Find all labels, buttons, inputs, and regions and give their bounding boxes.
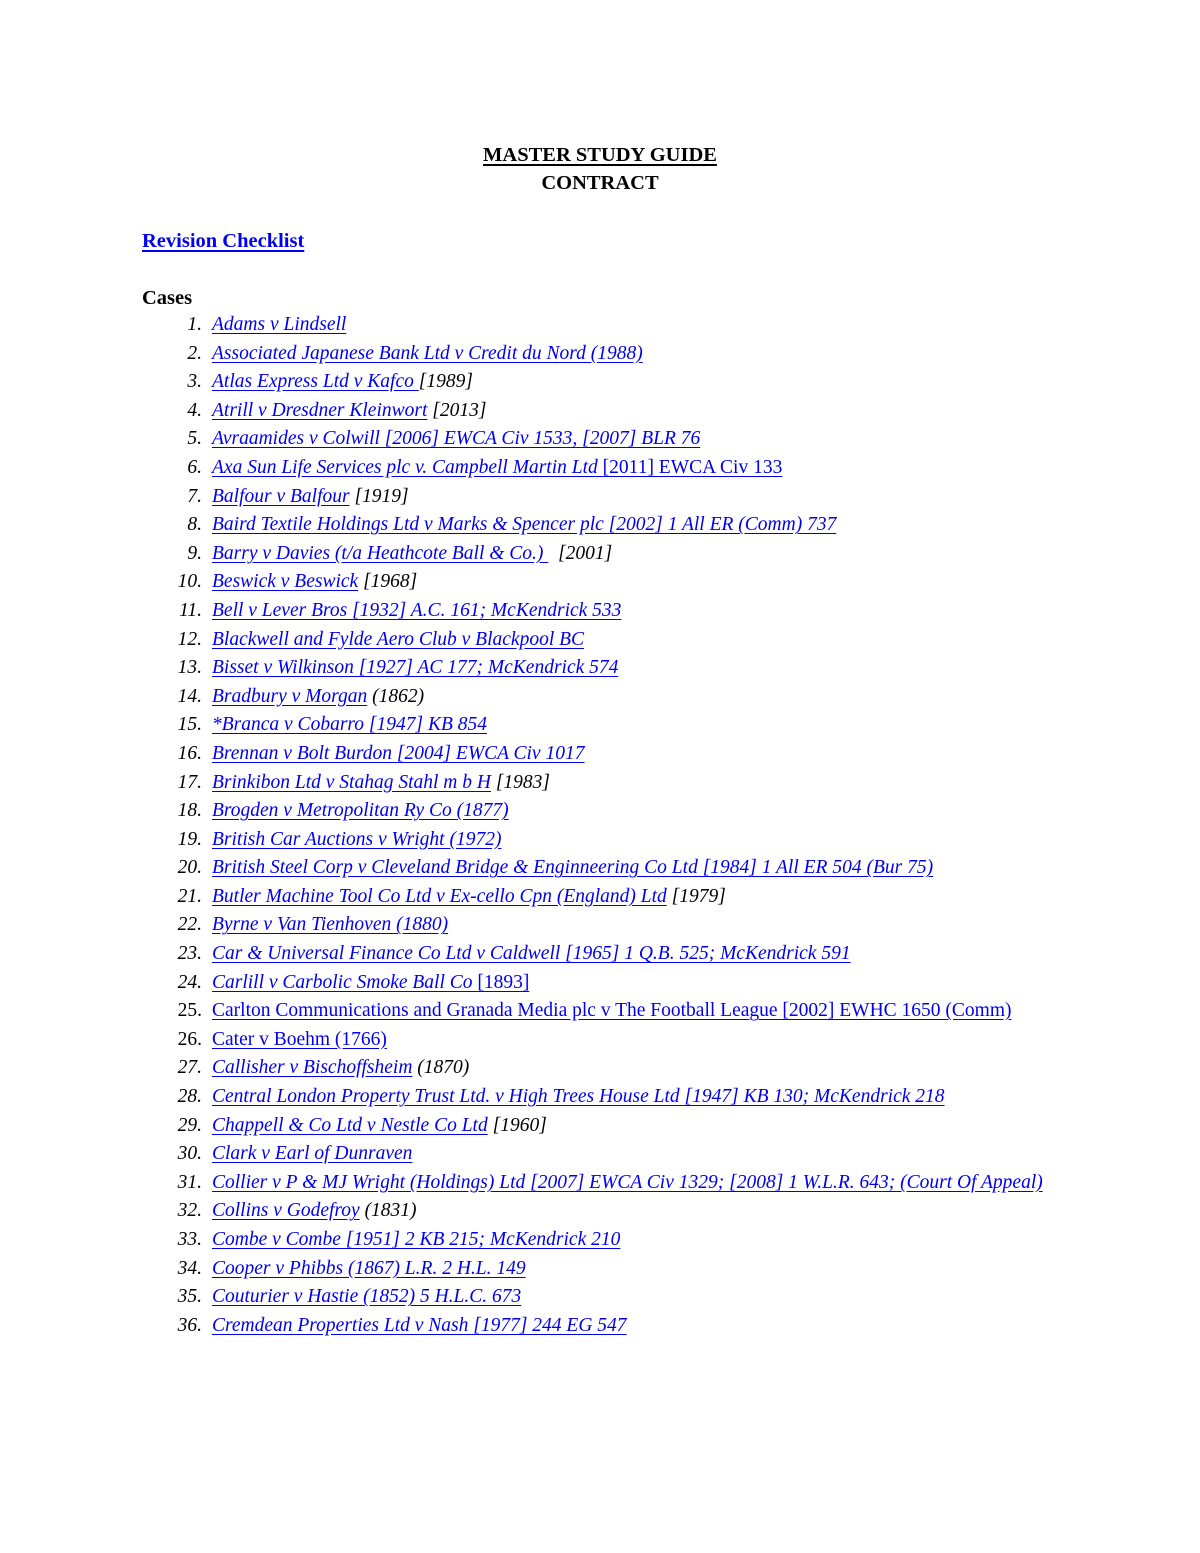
case-link[interactable]: Central London Property Trust Ltd. v High Trees House Ltd [1947] KB 130; McKendrick 218 [212, 1086, 945, 1108]
case-number: 17. [177, 771, 202, 793]
case-link[interactable]: *Branca v Cobarro [1947] KB 854 [212, 714, 487, 736]
case-text [212, 1026, 1059, 1055]
case-item [0, 711, 1200, 740]
case-number: 1. [187, 314, 202, 335]
case-link[interactable]: Bradbury v Morgan [212, 685, 368, 707]
case-number: 32. [177, 1200, 202, 1222]
case-item [0, 311, 1200, 340]
case-citation: [1968] [358, 571, 418, 593]
case-link[interactable]: Associated Japanese Bank Ltd v Credit du Nord (1988) [212, 342, 643, 364]
case-item [0, 683, 1200, 712]
case-citation: [1983] [490, 771, 551, 793]
case-number: 12. [177, 628, 202, 650]
case-link[interactable]: Bisset v Wilkinson [1927] AC 177; McKendrick 574 [212, 657, 619, 679]
case-item [0, 740, 1200, 769]
case-number: 10. [177, 571, 202, 593]
case-text [212, 1197, 1059, 1226]
case-link[interactable]: Collier v P & MJ Wright (Holdings) Ltd [2007] EWCA Civ 1329; [2008] 1 W.L.R. 643; (Court Of Appeal) [212, 1171, 1043, 1193]
case-item [0, 425, 1200, 454]
case-link[interactable]: Adams v Lindsell [212, 314, 347, 335]
case-text [212, 940, 1059, 969]
case-item [0, 568, 1200, 597]
case-item [0, 1255, 1200, 1284]
case-item [0, 1197, 1200, 1226]
case-text [212, 1226, 1059, 1255]
case-item [0, 368, 1200, 397]
case-link[interactable]: Avraamides v Colwill [2006] EWCA Civ 1533, [2007] BLR 76 [212, 428, 701, 450]
case-link[interactable]: Carlton Communications and Granada Media plc v The Football League [2002] EWHC 1650 (Comm) [212, 1000, 1012, 1022]
case-text [212, 568, 1059, 597]
case-link[interactable]: Brennan v Bolt Burdon [2004] EWCA Civ 1017 [212, 742, 585, 764]
case-number: 13. [177, 657, 202, 679]
case-item [0, 1312, 1200, 1341]
case-link[interactable]: British Car Auctions v Wright (1972) [212, 828, 502, 850]
case-text [212, 740, 1059, 769]
case-number: 7. [187, 485, 202, 507]
case-text [212, 626, 1059, 655]
case-citation: [2001] [548, 542, 613, 564]
case-link[interactable]: Cater v Boehm (1766) [212, 1028, 387, 1050]
case-link[interactable]: Couturier v Hastie (1852) 5 H.L.C. 673 [212, 1286, 522, 1308]
case-text [212, 711, 1059, 740]
case-item [0, 769, 1200, 798]
case-citation: (1870) [412, 1057, 470, 1079]
case-number: 33. [177, 1229, 202, 1250]
case-item [0, 397, 1200, 426]
case-number: 30. [177, 1143, 202, 1165]
case-citation: [1979] [666, 885, 726, 907]
case-link[interactable]: Beswick v Beswick [212, 571, 359, 593]
case-number: 5. [187, 428, 202, 450]
case-number: 19. [177, 828, 202, 850]
case-number: 16. [177, 742, 202, 764]
case-link[interactable]: Blackwell and Fylde Aero Club v Blackpool BC [212, 628, 585, 650]
case-citation-link[interactable]: [2011] EWCA Civ 133 [602, 456, 783, 478]
case-citation: [1960] [487, 1114, 547, 1136]
case-citation: (1862) [367, 685, 425, 707]
case-item [0, 1112, 1200, 1141]
case-number: 34. [177, 1257, 202, 1279]
case-number: 4. [187, 399, 202, 421]
case-link[interactable]: Cooper v Phibbs (1867) L.R. 2 H.L. 149 [212, 1257, 526, 1279]
case-text [212, 454, 1059, 483]
case-item [0, 454, 1200, 483]
case-number: 29. [177, 1114, 202, 1136]
case-item [0, 1169, 1200, 1198]
case-link[interactable]: Chappell & Co Ltd v Nestle Co Ltd [212, 1114, 488, 1136]
case-citation: [2013] [427, 399, 487, 421]
case-link[interactable]: Bell v Lever Bros [1932] A.C. 161; McKendrick 533 [212, 599, 622, 621]
case-text [212, 683, 1059, 712]
case-item [0, 1026, 1200, 1055]
case-link[interactable]: Atlas Express Ltd v Kafco [212, 371, 419, 393]
case-number: 25. [177, 1000, 202, 1022]
case-item [0, 826, 1200, 855]
case-number: 20. [177, 857, 202, 879]
case-text [212, 769, 1059, 798]
case-number: 21. [177, 885, 202, 907]
case-number: 2. [187, 342, 202, 364]
case-text [212, 1140, 1059, 1169]
case-number: 27. [177, 1057, 202, 1079]
case-item [0, 340, 1200, 369]
case-text [212, 854, 1059, 883]
case-link[interactable]: Carlill v Carbolic Smoke Ball Co [212, 971, 478, 993]
case-item [0, 540, 1200, 569]
case-link[interactable]: Callisher v Bischoffsheim [212, 1057, 413, 1079]
case-item [0, 1283, 1200, 1312]
case-number: 9. [187, 542, 202, 564]
case-number: 35. [177, 1286, 202, 1308]
case-text [212, 969, 1059, 998]
case-number: 23. [177, 943, 202, 965]
case-number: 15. [177, 714, 202, 736]
case-item [0, 483, 1200, 512]
case-number: 11. [179, 599, 202, 621]
case-number: 6. [187, 456, 202, 478]
case-text [212, 483, 1059, 512]
case-item [0, 511, 1200, 540]
case-link[interactable]: Brogden v Metropolitan Ry Co (1877) [212, 800, 509, 822]
case-number: 22. [177, 914, 202, 936]
case-number: 24. [177, 971, 202, 993]
cases-heading: Cases [142, 287, 193, 309]
case-link[interactable]: Brinkibon Ltd v Stahag Stahl m b H [212, 771, 491, 793]
case-text [212, 425, 1059, 454]
case-item [0, 797, 1200, 826]
case-text [212, 1112, 1059, 1141]
case-text [212, 654, 1059, 683]
cases-list [0, 311, 1200, 1340]
case-number: 3. [187, 371, 202, 393]
document-title: MASTER STUDY GUIDE [483, 144, 717, 166]
case-item [0, 1083, 1200, 1112]
case-number: 31. [177, 1171, 202, 1193]
case-number: 18. [177, 800, 202, 822]
case-citation: [1989] [418, 371, 473, 393]
case-text [212, 540, 1059, 569]
case-item [0, 969, 1200, 998]
document-subtitle: CONTRACT [541, 172, 659, 194]
case-link[interactable]: Collins v Godefroy [212, 1200, 360, 1222]
case-item [0, 997, 1200, 1026]
case-item [0, 911, 1200, 940]
case-item [0, 626, 1200, 655]
case-text [212, 1283, 1059, 1312]
case-link[interactable]: British Steel Corp v Cleveland Bridge & Enginneering Co Ltd [1984] 1 All ER 504 (Bur 75) [212, 857, 934, 879]
case-item [0, 1140, 1200, 1169]
case-link[interactable]: Clark v Earl of Dunraven [212, 1143, 413, 1165]
case-text [212, 311, 1059, 340]
case-text [212, 397, 1059, 426]
case-text [212, 340, 1059, 369]
case-item [0, 654, 1200, 683]
case-text [212, 911, 1059, 940]
case-text [212, 883, 1059, 912]
case-item [0, 597, 1200, 626]
case-link[interactable]: Baird Textile Holdings Ltd v Marks & Spencer plc [2002] 1 All ER (Comm) 737 [212, 514, 837, 536]
case-link[interactable]: Butler Machine Tool Co Ltd v Ex-cello Cpn (England) Ltd [212, 885, 667, 907]
case-text [212, 597, 1059, 626]
case-citation: (1831) [359, 1200, 417, 1222]
case-link[interactable]: Car & Universal Finance Co Ltd v Caldwell [1965] 1 Q.B. 525; McKendrick 591 [212, 943, 851, 965]
case-number: 14. [177, 685, 202, 707]
case-item [0, 883, 1200, 912]
case-item [0, 854, 1200, 883]
case-number: 8. [187, 514, 202, 536]
case-text [212, 511, 1059, 540]
case-link[interactable]: Cremdean Properties Ltd v Nash [1977] 244 EG 547 [212, 1314, 627, 1336]
case-text [212, 1083, 1059, 1112]
case-number: 36. [177, 1314, 202, 1336]
revision-checklist-link[interactable]: Revision Checklist [142, 230, 305, 252]
case-item [0, 1054, 1200, 1083]
case-text [212, 997, 1059, 1026]
case-link[interactable]: Barry v Davies (t/a Heathcote Ball & Co.) [212, 542, 549, 564]
case-text [212, 368, 1059, 397]
case-link[interactable]: Byrne v Van Tienhoven (1880) [212, 914, 449, 936]
case-citation: [1919] [349, 485, 409, 507]
case-number: 26. [177, 1028, 202, 1050]
case-text [212, 1054, 1059, 1083]
case-item [0, 940, 1200, 969]
case-link[interactable]: Balfour v Balfour [212, 485, 350, 507]
case-text [212, 1169, 1059, 1198]
case-link[interactable]: Atrill v Dresdner Kleinwort [212, 399, 428, 421]
case-citation-link[interactable]: [1893] [477, 971, 530, 993]
case-text [212, 1312, 1059, 1341]
case-item [0, 1226, 1200, 1255]
case-text [212, 797, 1059, 826]
case-text [212, 1255, 1059, 1284]
case-link[interactable]: Axa Sun Life Services plc v. Campbell Martin Ltd [212, 456, 603, 478]
case-text [212, 826, 1059, 855]
case-number: 28. [177, 1086, 202, 1108]
case-link[interactable]: Combe v Combe [1951] 2 KB 215; McKendrick 210 [212, 1229, 621, 1250]
